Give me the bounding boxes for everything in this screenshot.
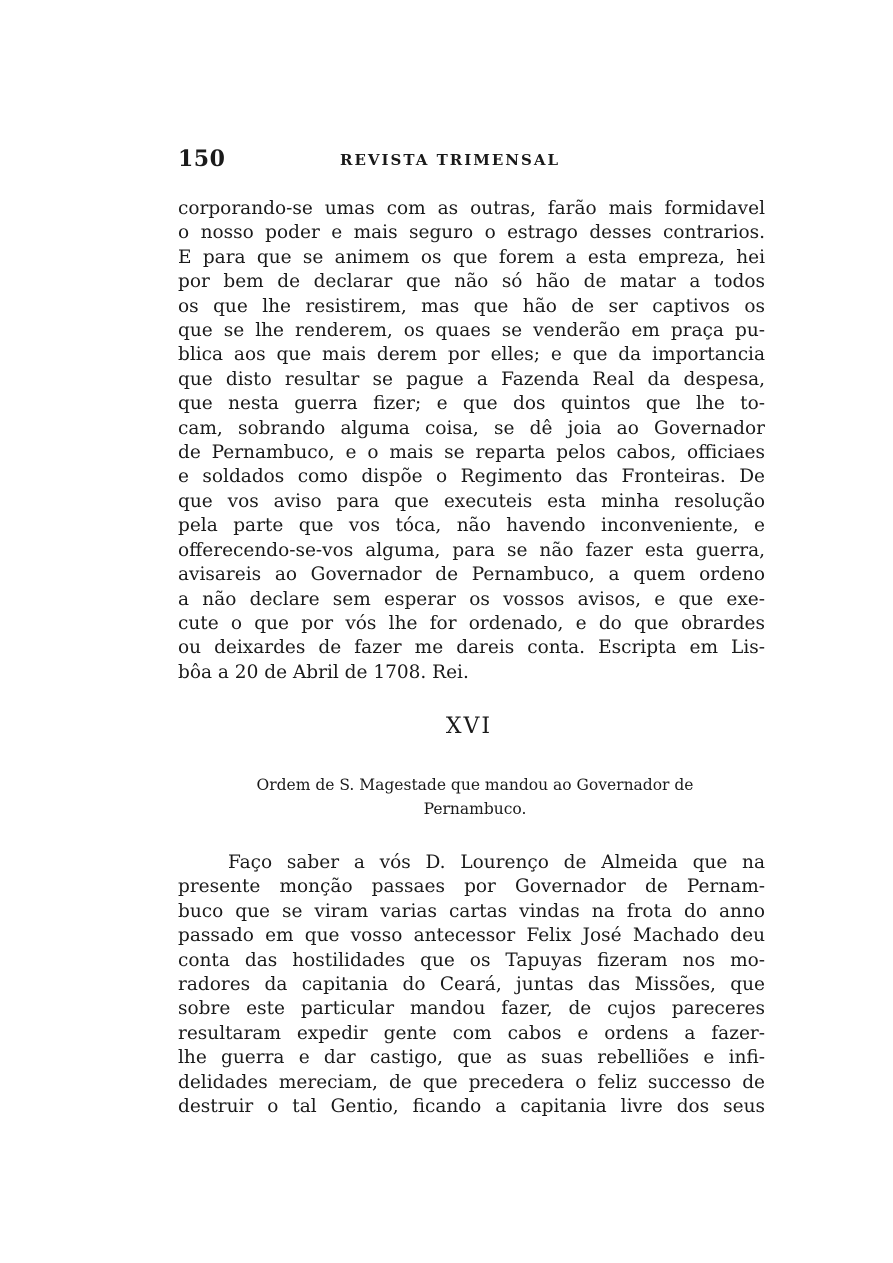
section-title-line: Ordem de S. Magestade que mandou ao Governador de: [256, 776, 694, 794]
text-line: o nosso poder e mais seguro o estrago desses contrarios.: [178, 222, 765, 244]
text-line: passado em que vosso antecessor Felix José Machado deu: [178, 925, 765, 947]
text-line: bôa a 20 de Abril de 1708. Rei.: [178, 661, 469, 683]
text-line: offerecendo-se-vos alguma, para se não fazer esta guerra,: [178, 539, 765, 561]
text-line: avisareis ao Governador de Pernambuco, a quem ordeno: [178, 564, 765, 586]
text-line: conta das hostilidades que os Tapuyas fizeram nos mo-: [178, 949, 765, 971]
text-line: de Pernambuco, e o mais se reparta pelos cabos, officiaes: [178, 442, 765, 464]
text-line: Faço saber a vós D. Lourenço de Almeida que na: [228, 852, 765, 873]
text-line: e soldados como dispõe o Regimento das Fronteiras. De: [178, 466, 765, 488]
paragraph-body: [178, 851, 765, 1119]
text-line: os que lhe resistirem, mas que hão de ser captivos os: [178, 295, 765, 317]
text-line: resultaram expedir gente com cabos e ordens a fazer-: [178, 1022, 765, 1044]
text-line: que se lhe renderem, os quaes se venderão em praça pu-: [178, 320, 765, 342]
text-line: E para que se animem os que forem a esta empreza, hei: [178, 246, 765, 268]
text-line: buco que se viram varias cartas vindas na frota do anno: [178, 900, 765, 922]
text-line: cute o que por vós lhe for ordenado, e do que obrardes: [178, 612, 765, 634]
text-line: corporando-se umas com as outras, farão mais formidavel: [178, 198, 765, 219]
text-line: que disto resultar se pague a Fazenda Real da despesa,: [178, 368, 765, 390]
text-line: sobre este particular mandou fazer, de cujos pareceres: [178, 998, 765, 1020]
section-title-line: Pernambuco.: [423, 800, 527, 818]
page-header: [178, 146, 768, 176]
text-line: cam, sobrando alguma coisa, se dê joia ao Governador: [178, 417, 765, 439]
text-line: delidades mereciam, de que precedera o feliz successo de: [178, 1071, 765, 1093]
page-number: 150: [178, 146, 226, 172]
text-line: radores da capitania do Ceará, juntas das Missões, que: [178, 974, 765, 996]
section-numeral: XVI: [445, 714, 493, 739]
paragraph-continuation: [178, 197, 765, 685]
text-line: ou deixardes de fazer me dareis conta. Escripta em Lis-: [178, 637, 765, 659]
text-line: que vos aviso para que executeis esta minha resolução: [178, 490, 765, 512]
text-line: blica aos que mais derem por elles; e que da importancia: [178, 344, 765, 366]
text-line: lhe guerra e dar castigo, que as suas rebelliões e infi-: [178, 1047, 765, 1069]
text-line: a não declare sem esperar os vossos avisos, e que exe-: [178, 588, 765, 610]
running-head: REVISTA TRIMENSAL: [340, 151, 560, 169]
section-title: [210, 773, 740, 821]
text-line: que nesta guerra fizer; e que dos quintos que lhe to-: [178, 393, 765, 415]
text-line: destruir o tal Gentio, ficando a capitania livre dos seus: [178, 1096, 765, 1118]
text-line: pela parte que vos tóca, não havendo inconveniente, e: [178, 515, 765, 537]
text-line: presente monção passaes por Governador de Pernam-: [178, 876, 765, 898]
text-line: por bem de declarar que não só hão de matar a todos: [178, 271, 765, 293]
